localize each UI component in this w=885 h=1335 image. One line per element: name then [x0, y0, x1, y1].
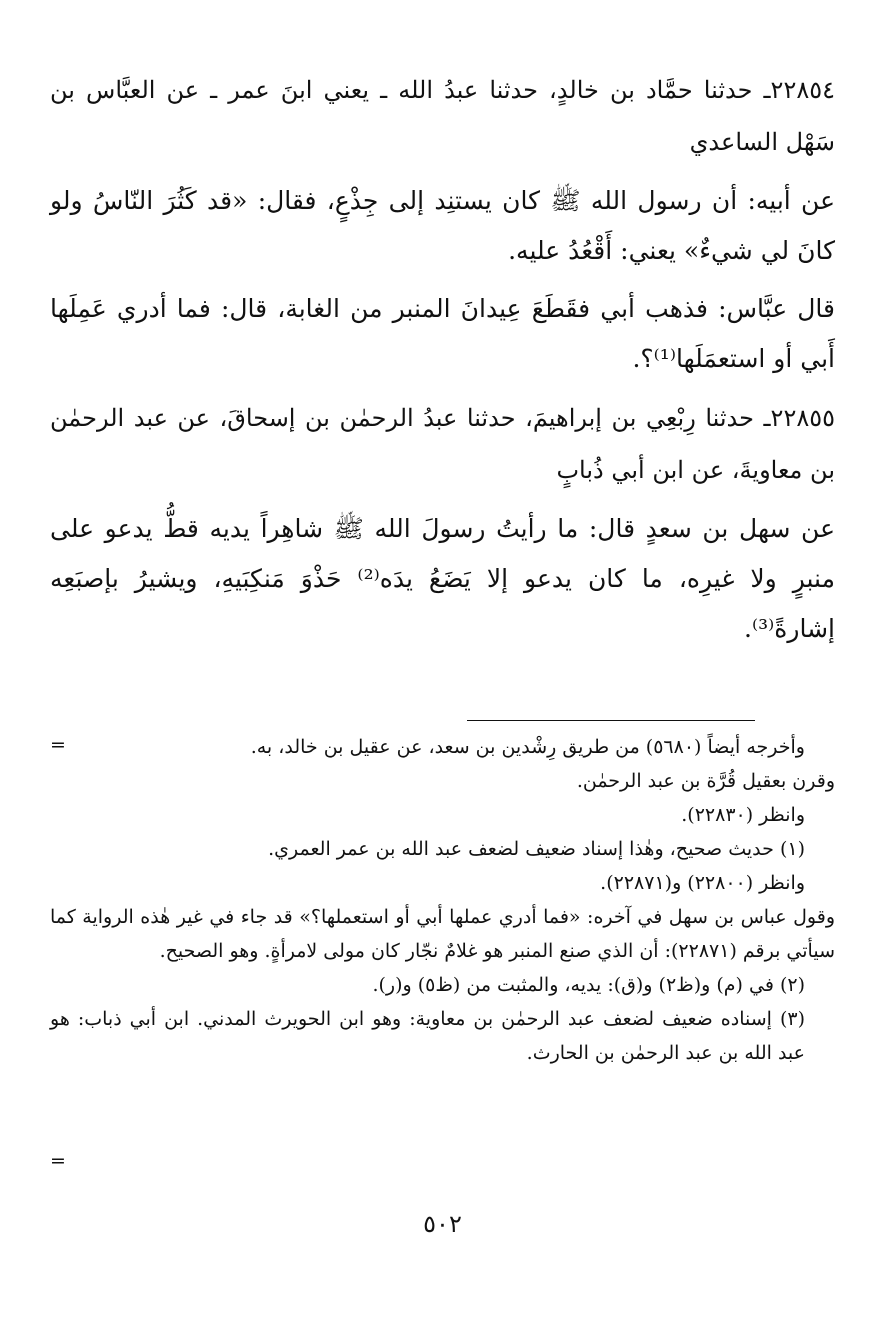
- footnote-1-line2: وانظر (٢٢٨٠٠) و(٢٢٨٧١).: [600, 872, 805, 894]
- footnote-1-line1: (١) حديث صحيح، وهٰذا إسناد ضعيف لضعف عبد الله بن عمر العمري.: [268, 838, 805, 860]
- hadith-22855-text: عن سهل بن سعدٍ قال: ما رأيتُ رسولَ الله ﷺ شاهِراً يديه قطُّ يدعو على منبرٍ ولا غيرِه، ما كان يدعو إلا يَضَعُ يدَه⁽²⁾ حَذْوَ مَنكِبَيهِ، ويشيرُ بإصبَعِه إشارةً⁽³⁾.: [50, 514, 835, 643]
- hadith-22854-addendum: قال عبَّاس: فذهب أبي فقَطَعَ عِيدانَ المنبر من الغابة، قال: فما أدري عَمِلَها أَبي أو استعمَلَها⁽¹⁾؟.: [50, 294, 835, 373]
- footnote-3: (٣) إسناده ضعيف لضعف عبد الرحمٰن بن معاوية: وهو ابن الحويرث المدني. ابن أبي ذباب: هو عبد الله بن عبد الرحمٰن بن الحارث.: [50, 1008, 805, 1064]
- continued-mark-top: =: [50, 734, 66, 756]
- footnotes: [50, 730, 835, 1070]
- continued-mark-bottom: =: [50, 1150, 66, 1172]
- page-number: ٥٠٢: [423, 1210, 462, 1238]
- hadith-22854-chain: ٢٢٨٥٤ـ حدثنا حمَّاد بن خالدٍ، حدثنا عبدُ الله ـ يعني ابنَ عمر ـ عن العبَّاس بن سَهْل الساعدي: [50, 76, 835, 156]
- footnote-divider: [467, 720, 755, 721]
- footnote-continued-line2: وقرن بعقيل قُرَّة بن عبد الرحمٰن.: [576, 770, 835, 792]
- footnote-continued-line3: وانظر (٢٢٨٣٠).: [681, 804, 805, 826]
- footnote-continued-line1: وأخرجه أيضاً (٥٦٨٠) من طريق رِشْدين بن سعد، عن عقيل بن خالد، به.: [250, 736, 805, 758]
- main-text: [50, 64, 835, 654]
- footnote-2: (٢) في (م) و(ظ٢) و(ق): يديه، والمثبت من (ظ٥) و(ر).: [372, 974, 805, 996]
- hadith-22854-text: عن أبيه: أن رسول الله ﷺ كان يستنِد إلى جِذْعٍ، فقال: «قد كَثُرَ النّاسُ ولو كانَ لي شيءٌ» يعني: أَقْعُدُ عليه.: [50, 186, 835, 265]
- footnote-1-line3: وقول عباس بن سهل في آخره: «فما أدري عملها أبي أو استعملها؟» قد جاء في غير هٰذه الرواية كما سيأتي برقم (٢٢٨٧١): أن الذي صنع المنبر هو غلامٌ نجّار كان مولى لامرأةٍ. وهو الصحيح.: [50, 906, 835, 962]
- hadith-22855-chain: ٢٢٨٥٥ـ حدثنا رِبْعِي بن إبراهيمَ، حدثنا عبدُ الرحمٰن بن إسحاقَ، عن عبد الرحمٰن بن معاويةَ، عن ابن أبي ذُبابٍ: [50, 404, 835, 484]
